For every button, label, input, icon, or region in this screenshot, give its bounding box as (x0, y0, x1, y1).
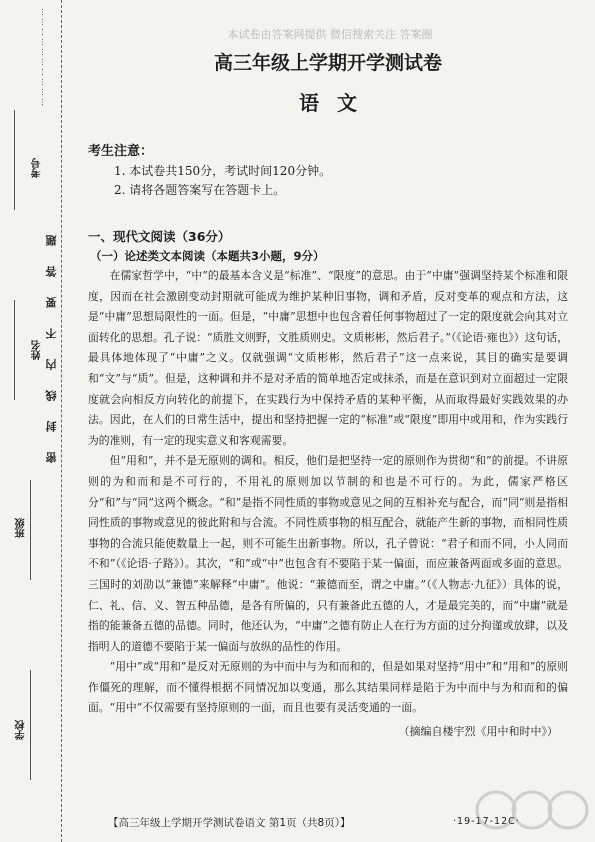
section-title: 一、现代文阅读（36分） (88, 229, 231, 244)
paragraph: 在儒家哲学中，“中”的最基本含义是“标准”、“限度”的意思。由于“中庸”强调坚持某个标准和限度，因而在社会激剧变动封期就可能成为维护某种旧事物，调和矛盾，反对变革的观点和方法，这是“中庸”思想局限性的一面。但是，“中庸”思想中也包含着任何事物超过了一定的限度就会向其对立面转化的思想。孔子说：“质胜文则野，文胜质则史。文质彬彬，然后君子。”（《论语·雍也》）这句话，最具体地体现了“中庸”之义。仅就强调“文质彬彬，然后君子”这一点来说，其目的确实是要调和“文”与“质”。但是，这种调和并不是对矛盾的简单地否定或抹杀，而是在意识到对立面超过一定限度就会向相反方向转化的前提下，在实践行为中保持矛盾的某种平衡，从而取得最好实践效果的办法。因此，在人们的日常生活中，提出和坚持把握一定的“标准”或“限度”即用中或用和，作为实践行为的准则，有一定的现实意义和客观需要。 (88, 269, 568, 447)
school-line (30, 670, 31, 780)
main-content (88, 48, 568, 739)
binding-strip (0, 0, 62, 842)
exam-no-line (14, 110, 15, 210)
class-line (30, 480, 31, 580)
seal-text: 密封线内不要答题 (45, 215, 58, 463)
seal-top-dots: ………………………… (36, 6, 45, 106)
source-citation: （摘编自楼宇烈《用中和时中》） (398, 725, 558, 739)
notice-item: 2. 请将各题答案写在答题卡上。 (114, 183, 286, 197)
paragraph: 但“用和”，并不是无原则的调和。相反，他们是把坚持一定的原则作为贯彻“和”的前提。不讲原则的为和而和是不可行的，不用礼的原则加以节制的和也是不可行的。为此，儒家严格区分“和”与“同”这两个概念。“和”是指不同性质的事物或意见之间的互相补充与配合，而“同”则是指相同性质的事物或意见的彼此附和与合流。不同性质事物的相互配合，就能产生新的事物，而相同性质事物的合流只能使数量上一起，则不可能生出新事物。所以，孔子曾说：“君子和而不同，小人同而不和”（《论语·子路》）。其次，“和”或“中”也包含有不要陷于某一偏面，而应兼备两面或多面的意思。三国时的刘劭以“兼德”来解释“中庸”。他说：“兼德而至，谓之中庸。”（《人物志·九征》）具体的说，仁、礼、信、义、智五种品德，是各有所偏的，只有兼备此五德的人，才是最完美的，而“中庸”就是指的能兼备五德的品德。同时，他还认为，“中庸”之德有防止人在行为方面的过分拘谨或放肆，以及指明人的道德不要陷于某一偏面与放纵的品性的作用。 (88, 454, 568, 653)
exam-title: 高三年级上学期开学测试卷 (213, 52, 442, 74)
name-label: 姓名 (32, 340, 43, 360)
page-footer: 【高三年级上学期开学测试卷语文 第1页（共8页）】 (108, 817, 351, 829)
school-label: 学校 (16, 720, 27, 740)
section-subtitle: （一）论述类文本阅读（本题共3小题，9分） (90, 249, 325, 263)
notice-title: 考生注意： (88, 144, 154, 159)
answer-circle-logo (474, 788, 590, 832)
name-line (14, 300, 15, 400)
paragraph: “用中”或“用和”是反对无原则的为中而中与为和而和的，但是如果对坚持“用中”和“用和”的原则作僵死的理解，而不懂得根据不同情况加以变通，那么其结果同样是陷于为中而中与为和而和的偏面。“用中”不仅需要有坚持原则的一面，而且也要有灵活变通的一面。 (88, 660, 568, 715)
top-watermark: 本试卷由答案网提供 微信搜索关注 答案圈 (227, 28, 433, 41)
footer-code: ·19-17-12C· (453, 816, 520, 827)
class-label: 班级 (16, 518, 27, 538)
notice-item: 1. 本试卷共150分，考试时间120分钟。 (114, 164, 332, 178)
exam-subject: 语文 (299, 91, 375, 115)
exam-no-label: 考号 (32, 158, 43, 178)
